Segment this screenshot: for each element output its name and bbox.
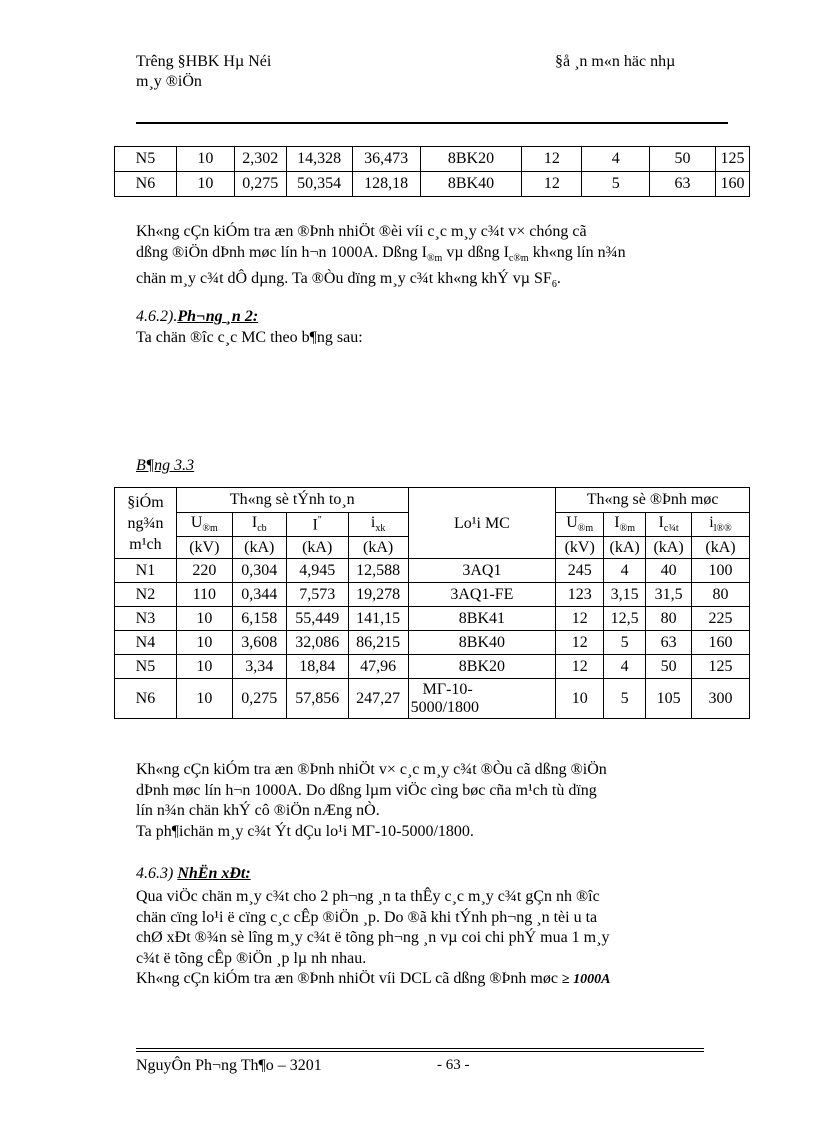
table-cell: 40 (646, 559, 692, 583)
table-continued (114, 146, 750, 197)
text-line: chØ xÐt ®¾n sè lîng m¸y c¾t ë tõng ph¬ng ¸n vµ coi chi phÝ mua 1 m¸y (136, 929, 610, 946)
section-4-6-3-heading: 4.6.3) NhËn xÐt: (136, 865, 251, 882)
table-cell: N1 (115, 559, 177, 583)
col-i2: I" (286, 513, 348, 537)
header-school: Trêng §HBK Hµ Néi (136, 53, 272, 70)
table-cell: 8BK20 (408, 655, 556, 679)
table-cell: 8BK20 (420, 147, 522, 172)
header-subject: m¸y ®iÖn (136, 73, 202, 90)
table-cell: N6 (115, 679, 177, 719)
table-cell: N6 (115, 172, 177, 197)
table-cell: N4 (115, 631, 177, 655)
table-cell: 4,945 (286, 559, 348, 583)
col-icat: $I_{c\frac{3}{4}t}$ (646, 513, 692, 537)
col-icb: $I_{cb}$ (232, 513, 286, 537)
table-cell: 3,34 (232, 655, 286, 679)
table-cell: N5 (115, 655, 177, 679)
table-cell: 225 (692, 607, 750, 631)
footer-rule-1 (136, 1048, 704, 1049)
table-cell: N2 (115, 583, 177, 607)
table-cell: 36,473 (352, 147, 420, 172)
table-cell: 8BK41 (408, 607, 556, 631)
table-row (115, 679, 750, 719)
table-cell: 5 (582, 172, 650, 197)
table-row (115, 172, 750, 197)
table-cell: 12 (522, 147, 582, 172)
header-breaker-type: Lo¹i MC (408, 488, 556, 559)
unit-cell: (kA) (692, 537, 750, 559)
table-cell: 55,449 (286, 607, 348, 631)
header-course: §å ¸n m«n häc nhµ (555, 53, 676, 70)
unit-cell: (kA) (286, 537, 348, 559)
table-cell: 125 (692, 655, 750, 679)
section-4-6-2-text: Ta chän ®îc c¸c MC theo b¶ng sau: (136, 329, 363, 346)
table-cell: 4 (604, 559, 646, 583)
header-rule (136, 122, 728, 124)
table-cell: 100 (692, 559, 750, 583)
table-cell: 86,215 (348, 631, 408, 655)
table-cell: 300 (692, 679, 750, 719)
table-cell: 0,275 (234, 172, 286, 197)
col-idm: $I_{®m}$ (604, 513, 646, 537)
table-3-3 (114, 487, 750, 719)
table-cell: 128,18 (352, 172, 420, 197)
table-cell: 10 (176, 172, 234, 197)
text-line: dÞnh møc lín h¬n 1000A. Do dßng lµm viÖc cìng bøc cña m¹ch tù dïng (136, 781, 597, 799)
table-cell: 80 (646, 607, 692, 631)
table-cell: 245 (556, 559, 604, 583)
unit-cell: (kA) (348, 537, 408, 559)
table-cell: MΓ-10- 5000/1800 (408, 679, 556, 719)
table-cell: 63 (646, 631, 692, 655)
text-line: chän cïng lo¹i ë cïng c¸c cÊp ®iÖn ¸p. Do ®ã khi tÝnh ph¬ng ¸n tèi u ta (136, 908, 598, 926)
table-cell: 0,304 (232, 559, 286, 583)
table-cell: 6,158 (232, 607, 286, 631)
unit-cell: (kV) (176, 537, 232, 559)
table-cell: 10 (176, 679, 232, 719)
text-line: Kh«ng cÇn kiÓm tra æn ®Þnh nhiÖt ®èi víi c¸c m¸y c¾t v× chóng cã (136, 223, 587, 240)
table-row (115, 559, 750, 583)
table-cell: 32,086 (286, 631, 348, 655)
table-cell: 12 (556, 655, 604, 679)
table-cell: 12 (522, 172, 582, 197)
table-cell: 31,5 (646, 583, 692, 607)
footer-page-number: - 63 - (437, 1057, 470, 1073)
text-line: c¾t ë tõng cÊp ®iÖn ¸p lµ nh nhau. (136, 949, 367, 967)
text-line: Qua viÖc chän m¸y c¾t cho 2 ph¬ng ¸n ta thÊy c¸c m¸y c¾t gÇn nh ®îc (136, 888, 600, 905)
table-cell: 10 (176, 655, 232, 679)
table-cell: 47,96 (348, 655, 408, 679)
table-cell: 2,302 (234, 147, 286, 172)
text-line: lín n¾n chän khÝ cô ®iÖn nÆng nÒ. (136, 802, 380, 819)
col-ildd: $i_{l®®}$ (692, 513, 750, 537)
table-cell: 57,856 (286, 679, 348, 719)
unit-cell: (kA) (232, 537, 286, 559)
paragraph-3 (136, 887, 610, 991)
table-cell: 12,588 (348, 559, 408, 583)
table-cell: 3AQ1-FE (408, 583, 556, 607)
table-cell: 110 (176, 583, 232, 607)
table-cell: 8BK40 (420, 172, 522, 197)
table-cell: 63 (650, 172, 716, 197)
table-cell: 50,354 (286, 172, 352, 197)
table-cell: 7,573 (286, 583, 348, 607)
table-cell: 10 (556, 679, 604, 719)
text-line: chän m¸y c¾t dÔ dµng. Ta ®Òu dïng m¸y c¾t kh«ng khÝ vµ $SF_6$. (136, 270, 561, 291)
table-cell: 12,5 (604, 607, 646, 631)
table-cell: N5 (115, 147, 177, 172)
table-cell: 3,15 (604, 583, 646, 607)
header-point: §iÓm ng¾n m¹ch (115, 488, 177, 559)
unit-cell: (kA) (646, 537, 692, 559)
table-cell: 50 (646, 655, 692, 679)
table-cell: 5 (604, 679, 646, 719)
unit-cell: (kV) (556, 537, 604, 559)
table-cell: 80 (692, 583, 750, 607)
text-line: Ta ph¶ichän m¸y c¾t Ýt dÇu lo¹i MΓ-10-5000/1800. (136, 822, 474, 840)
table-cell: 8BK40 (408, 631, 556, 655)
text-line: Kh«ng cÇn kiÓm tra æn ®Þnh nhiÖt v× c¸c m¸y c¾t ®Òu cã dßng ®iÖn (136, 761, 607, 778)
footer-author: NguyÔn Ph¬ng Th¶o – 3201 (136, 1057, 322, 1074)
table-cell: 5 (604, 631, 646, 655)
table-cell: 14,328 (286, 147, 352, 172)
table-cell: 3,608 (232, 631, 286, 655)
table-cell: 0,275 (232, 679, 286, 719)
table-cell: 12 (556, 607, 604, 631)
table-cell: 0,344 (232, 583, 286, 607)
table-row (115, 147, 750, 172)
table-cell: 10 (176, 631, 232, 655)
table-cell: 220 (176, 559, 232, 583)
table-cell: 4 (582, 147, 650, 172)
table-cell: 123 (556, 583, 604, 607)
table-cell: 50 (650, 147, 716, 172)
table-cell: 18,84 (286, 655, 348, 679)
table-cell: 160 (692, 631, 750, 655)
table-cell: 141,15 (348, 607, 408, 631)
table-row (115, 583, 750, 607)
footer-rule-2 (136, 1051, 704, 1052)
header-rated-params: Th«ng sè ®Þnh møc (556, 488, 750, 513)
table-cell: 247,27 (348, 679, 408, 719)
table-cell: 10 (176, 607, 232, 631)
table-cell: 125 (715, 147, 749, 172)
table-row (115, 631, 750, 655)
formula: ≥ 1000A (561, 972, 611, 987)
table-cell: 19,278 (348, 583, 408, 607)
col-u: $U_{®m}$ (176, 513, 232, 537)
table-cell: 105 (646, 679, 692, 719)
table-cell: 4 (604, 655, 646, 679)
col-ixk: $i_{xk}$ (348, 513, 408, 537)
header-calc-params: Th«ng sè tÝnh to¸n (176, 488, 408, 513)
table-row (115, 655, 750, 679)
text-line: dßng ®iÖn dÞnh møc lín h¬n 1000A. Dßng $I_{®m}$ vµ dßng $I_{c®m}$ kh«ng lín n¾n (136, 243, 626, 264)
text-line: Kh«ng cÇn kiÓm tra æn ®Þnh nhiÖt víi DCL cã dßng ®Þnh møc ≥ 1000A (136, 970, 611, 987)
table-caption: B¶ng 3.3 (136, 457, 195, 474)
table-cell: 160 (715, 172, 749, 197)
unit-cell: (kA) (604, 537, 646, 559)
table-cell: 12 (556, 631, 604, 655)
table-cell: 10 (176, 147, 234, 172)
table-cell: 3AQ1 (408, 559, 556, 583)
paragraph-1 (136, 222, 626, 296)
section-4-6-2-heading: 4.6.2).Ph¬ng ¸n 2: (136, 308, 259, 325)
col-udm: $U_{®m}$ (556, 513, 604, 537)
paragraph-2 (136, 760, 607, 842)
table-row (115, 607, 750, 631)
table-cell: N3 (115, 607, 177, 631)
